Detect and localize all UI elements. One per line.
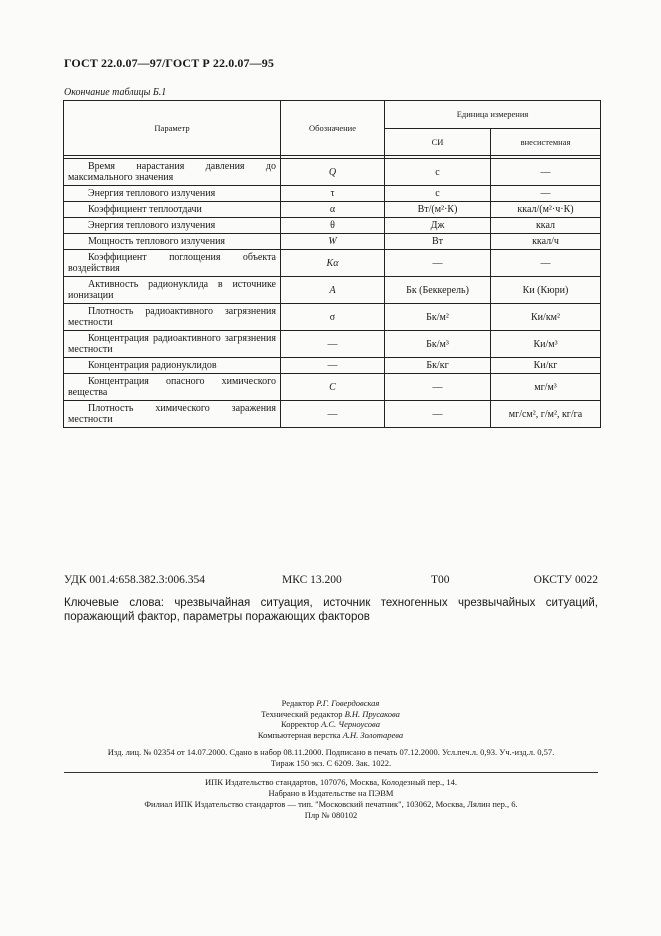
parameter-cell: Концентрация радионуклидов: [64, 358, 281, 374]
credit-layout: Компьютерная верстка А.Н. Золотарева: [257, 729, 404, 740]
table-row: [64, 304, 601, 331]
table-row: [64, 202, 601, 218]
udk-code: УДК 001.4:658.382.3:006.354: [64, 574, 206, 586]
non-system-unit-cell: —: [491, 186, 601, 202]
publisher-line-4: Плр № 080102: [304, 810, 358, 820]
credit-editor: Редактор Р.Г. Говердовская: [281, 698, 380, 708]
parameter-cell: Активность радионуклида в источнике ионизации: [64, 277, 281, 304]
table-row: [64, 277, 601, 304]
credit-corrector: Корректор А.С. Черноусова: [281, 719, 380, 729]
si-unit-cell: Бк/м³: [385, 331, 491, 358]
table-row: [64, 159, 601, 186]
symbol-cell: —: [281, 331, 385, 358]
si-unit-cell: Бк/кг: [385, 358, 491, 374]
table-row: [64, 401, 601, 428]
symbol-cell: α: [281, 202, 385, 218]
non-system-unit-cell: —: [491, 250, 601, 277]
table-caption: Окончание таблицы Б.1: [64, 87, 167, 98]
okstu-code: ОКСТУ 0022: [533, 574, 598, 586]
symbol-cell: A: [281, 277, 385, 304]
symbol-cell: —: [281, 358, 385, 374]
si-unit-cell: Вт/(м²·К): [385, 202, 491, 218]
units-table: [63, 100, 601, 428]
si-unit-cell: Вт: [385, 234, 491, 250]
mks-code: МКС 13.200: [282, 574, 342, 586]
non-system-unit-cell: Ки/км²: [491, 304, 601, 331]
credit-tech-editor: Технический редактор В.Н. Прусакова: [261, 708, 400, 719]
publisher-line-2: Набрано в Издательстве на ПЭВМ: [268, 788, 394, 798]
header-unit-group: Единица измерения: [385, 101, 601, 129]
symbol-cell: τ: [281, 186, 385, 202]
imprint-line-1: Изд. лиц. № 02354 от 14.07.2000. Сдано в набор 08.11.2000. Подписано в печать 07.12.2000. Усл.печ.л. 0,93. Уч.-изд.л. 0,57.: [107, 747, 555, 757]
table-row: [64, 218, 601, 234]
publisher-line-1: ИПК Издательство стандартов, 107076, Москва, Колодезный пер., 14.: [204, 777, 458, 787]
non-system-unit-cell: Ки/м³: [491, 331, 601, 358]
parameter-cell: Время нарастания давления до максимального значения: [64, 159, 281, 186]
si-unit-cell: Бк (Беккерель): [385, 277, 491, 304]
publisher-block: [64, 777, 598, 821]
symbol-cell: —: [281, 401, 385, 428]
si-unit-cell: с: [385, 186, 491, 202]
si-unit-cell: с: [385, 159, 491, 186]
header-non-system: внесистемная: [491, 129, 601, 156]
symbol-cell: θ: [281, 218, 385, 234]
symbol-cell: Kα: [281, 250, 385, 277]
parameter-cell: Плотность радиоактивного загрязнения местности: [64, 304, 281, 331]
credits-block: [0, 698, 661, 740]
si-unit-cell: —: [385, 401, 491, 428]
symbol-cell: C: [281, 374, 385, 401]
non-system-unit-cell: Ки/кг: [491, 358, 601, 374]
non-system-unit-cell: ккал: [491, 218, 601, 234]
header-parameter: Параметр: [64, 101, 281, 156]
document-header: ГОСТ 22.0.07—97/ГОСТ Р 22.0.07—95: [64, 56, 274, 70]
symbol-cell: Q: [281, 159, 385, 186]
non-system-unit-cell: Ки (Кюри): [491, 277, 601, 304]
si-unit-cell: —: [385, 250, 491, 277]
symbol-cell: W: [281, 234, 385, 250]
table-row: [64, 234, 601, 250]
non-system-unit-cell: ккал/ч: [491, 234, 601, 250]
imprint-line-2: Тираж 150 экз. С 6209. Зак. 1022.: [270, 758, 392, 768]
publisher-line-3: Филиал ИПК Издательство стандартов — тип. "Московский печатник", 103062, Москва, Лялин пер., 6.: [144, 799, 518, 809]
parameter-cell: Коэффициент теплоотдачи: [64, 202, 281, 218]
classification-code: Т00: [431, 574, 450, 586]
si-unit-cell: Бк/м²: [385, 304, 491, 331]
si-unit-cell: —: [385, 374, 491, 401]
table-row: [64, 374, 601, 401]
non-system-unit-cell: мг/см², г/м², кг/га: [491, 401, 601, 428]
parameter-cell: Энергия теплового излучения: [64, 218, 281, 234]
parameter-cell: Энергия теплового излучения: [64, 186, 281, 202]
table-row: [64, 331, 601, 358]
non-system-unit-cell: мг/м³: [491, 374, 601, 401]
table-row: [64, 186, 601, 202]
parameter-cell: Мощность теплового излучения: [64, 234, 281, 250]
header-si: СИ: [385, 129, 491, 156]
header-symbol: Обозначение: [281, 101, 385, 156]
symbol-cell: σ: [281, 304, 385, 331]
parameter-cell: Плотность химического заражения местности: [64, 401, 281, 428]
non-system-unit-cell: ккал/(м²·ч·К): [491, 202, 601, 218]
non-system-unit-cell: —: [491, 159, 601, 186]
parameter-cell: Концентрация опасного химического вещества: [64, 374, 281, 401]
parameter-cell: Коэффициент поглощения объекта воздействия: [64, 250, 281, 277]
parameter-cell: Концентрация радиоактивного загрязнения местности: [64, 331, 281, 358]
table-row: [64, 250, 601, 277]
keywords: Ключевые слова: чрезвычайная ситуация, источник техногенных чрезвычайных ситуаций, поражающий фактор, параметры поражающих факторов: [64, 597, 598, 623]
imprint-block: [64, 747, 598, 769]
si-unit-cell: Дж: [385, 218, 491, 234]
divider: [64, 772, 598, 773]
table-row: [64, 358, 601, 374]
